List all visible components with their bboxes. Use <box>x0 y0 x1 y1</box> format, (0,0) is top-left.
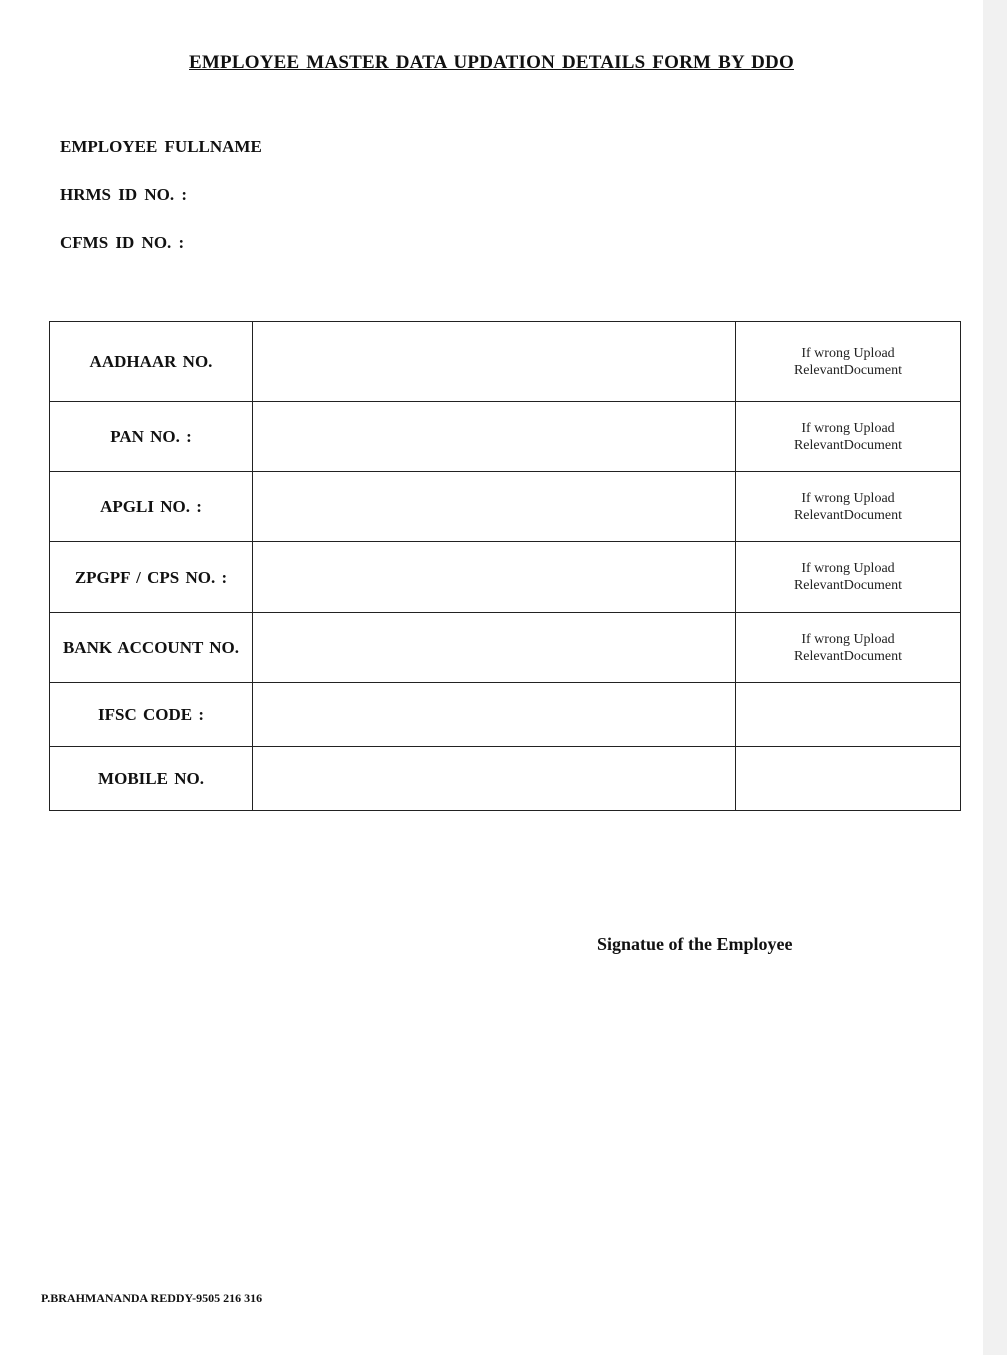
table-row-aadhaar <box>50 322 961 402</box>
footer-credit: P.BRAHMANANDA REDDY-9505 216 316 <box>41 1291 263 1305</box>
row-label: BANK ACCOUNT NO. <box>50 613 253 683</box>
row-value-cell[interactable] <box>253 542 736 613</box>
row-label: ZPGPF / CPS NO. : <box>50 542 253 613</box>
cfms-id-label: CFMS ID NO. : <box>60 233 185 252</box>
row-note <box>736 747 961 811</box>
row-note: If wrong Upload RelevantDocument <box>736 613 961 683</box>
row-value-cell[interactable] <box>253 747 736 811</box>
table-row-bank-account <box>50 613 961 683</box>
row-value-cell[interactable] <box>253 613 736 683</box>
row-value-cell[interactable] <box>253 402 736 472</box>
signature-label: Signatue of the Employee <box>597 934 793 954</box>
row-note: If wrong Upload RelevantDocument <box>736 402 961 472</box>
table-row-zpgpf-cps <box>50 542 961 613</box>
table-row-pan <box>50 402 961 472</box>
row-note: If wrong Upload RelevantDocument <box>736 322 961 402</box>
hrms-id-label: HRMS ID NO. : <box>60 185 188 204</box>
table-row-ifsc <box>50 683 961 747</box>
row-label: IFSC CODE : <box>50 683 253 747</box>
row-label: MOBILE NO. <box>50 747 253 811</box>
row-note <box>736 683 961 747</box>
row-label: APGLI NO. : <box>50 472 253 542</box>
row-label: PAN NO. : <box>50 402 253 472</box>
row-label: AADHAAR NO. <box>50 322 253 402</box>
table-row-apgli <box>50 472 961 542</box>
viewer-scrollbar-track[interactable] <box>983 0 1007 1355</box>
row-note: If wrong Upload RelevantDocument <box>736 542 961 613</box>
table-row-mobile <box>50 747 961 811</box>
row-value-cell[interactable] <box>253 683 736 747</box>
details-table <box>49 321 961 811</box>
row-value-cell[interactable] <box>253 472 736 542</box>
employee-fullname-label: EMPLOYEE FULLNAME <box>60 137 262 156</box>
row-note: If wrong Upload RelevantDocument <box>736 472 961 542</box>
row-value-cell[interactable] <box>253 322 736 402</box>
form-title: EMPLOYEE MASTER DATA UPDATION DETAILS FORM BY DDO <box>189 52 794 73</box>
